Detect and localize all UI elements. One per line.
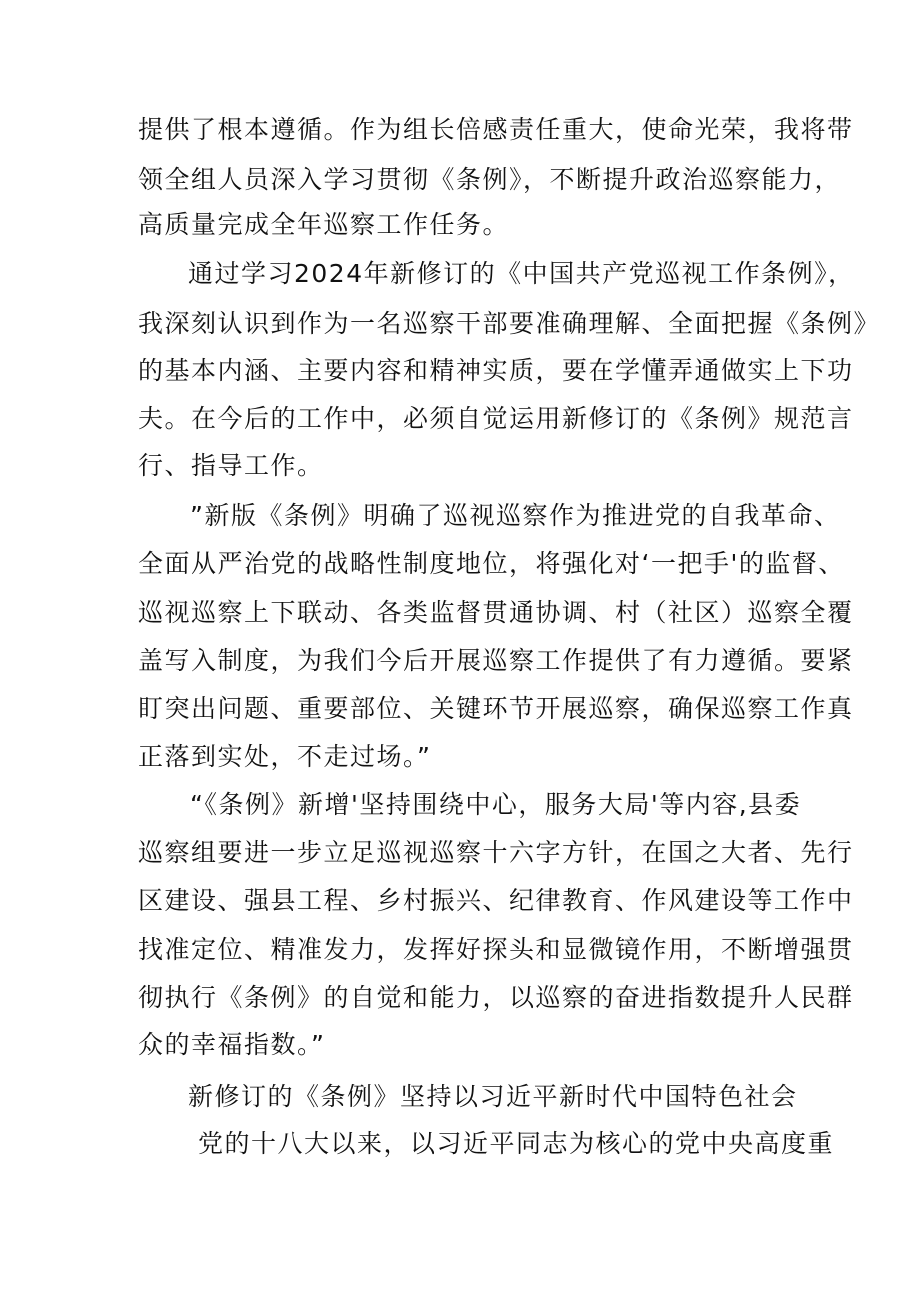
paragraph-3-line-5: 盯突出问题、重要部位、关键环节开展巡察，确保巡察工作真 [138,694,854,723]
paragraph-5-line-1: 新修订的《条例》坚持以习近平新时代中国特色社会 [188,1082,798,1111]
paragraph-1-line-3: 高质量完成全年巡察工作任务。 [138,210,510,239]
paragraph-2-line-3: 的基本内涵、主要内容和精神实质，要在学懂弄通做实上下功 [138,356,854,385]
paragraph-2-line-1: 通过学习2024年新修订的《中国共产党巡视工作条例》， [188,259,855,288]
paragraph-4-line-6: 众的幸福指数。” [138,1030,326,1059]
paragraph-4-line-4: 找准定位、精准发力，发挥好探头和显微镜作用，不断增强贯 [138,935,854,964]
paragraph-4-line-1: “《条例》新增'坚持围绕中心，服务大局'等内容,县委 [190,790,802,819]
paragraph-6-line-1: 党的十八大以来，以习近平同志为核心的党中央高度重 [198,1129,835,1158]
paragraph-3-line-3: 巡视巡察上下联动、各类监督贯通协调、村（社区）巡察全覆 [138,598,854,627]
paragraph-1-line-1: 提供了根本遵循。作为组长倍感责任重大，使命光荣，我将带 [138,115,854,144]
paragraph-3-line-1: ”新版《条例》明确了巡视巡察作为推进党的自我革命、 [190,501,841,530]
paragraph-2-line-5: 行、指导工作。 [138,451,324,480]
paragraph-2-line-4: 夫。在今后的工作中，必须自觉运用新修订的《条例》规范言 [138,404,854,433]
paragraph-4-line-2: 巡察组要进一步立足巡视巡察十六字方针，在国之大者、先行 [138,838,854,867]
paragraph-3-line-4: 盖写入制度，为我们今后开展巡察工作提供了有力遵循。要紧 [138,646,854,675]
paragraph-1-line-2: 领全组人员深入学习贯彻《条例》，不断提升政治巡察能力， [138,165,842,194]
paragraph-4-line-3: 区建设、强县工程、乡村振兴、纪律教育、作风建设等工作中 [138,886,854,915]
paragraph-3-line-2: 全面从严治党的战略性制度地位，将强化对‘一把手'的监督、 [138,549,845,578]
paragraph-3-line-6: 正落到实处，不走过场。” [138,742,432,771]
paragraph-4-line-5: 彻执行《条例》的自觉和能力，以巡察的奋进指数提升人民群 [138,983,854,1012]
paragraph-2-line-2: 我深刻认识到作为一名巡察干部要准确理解、全面把握《条例》 [138,309,881,338]
